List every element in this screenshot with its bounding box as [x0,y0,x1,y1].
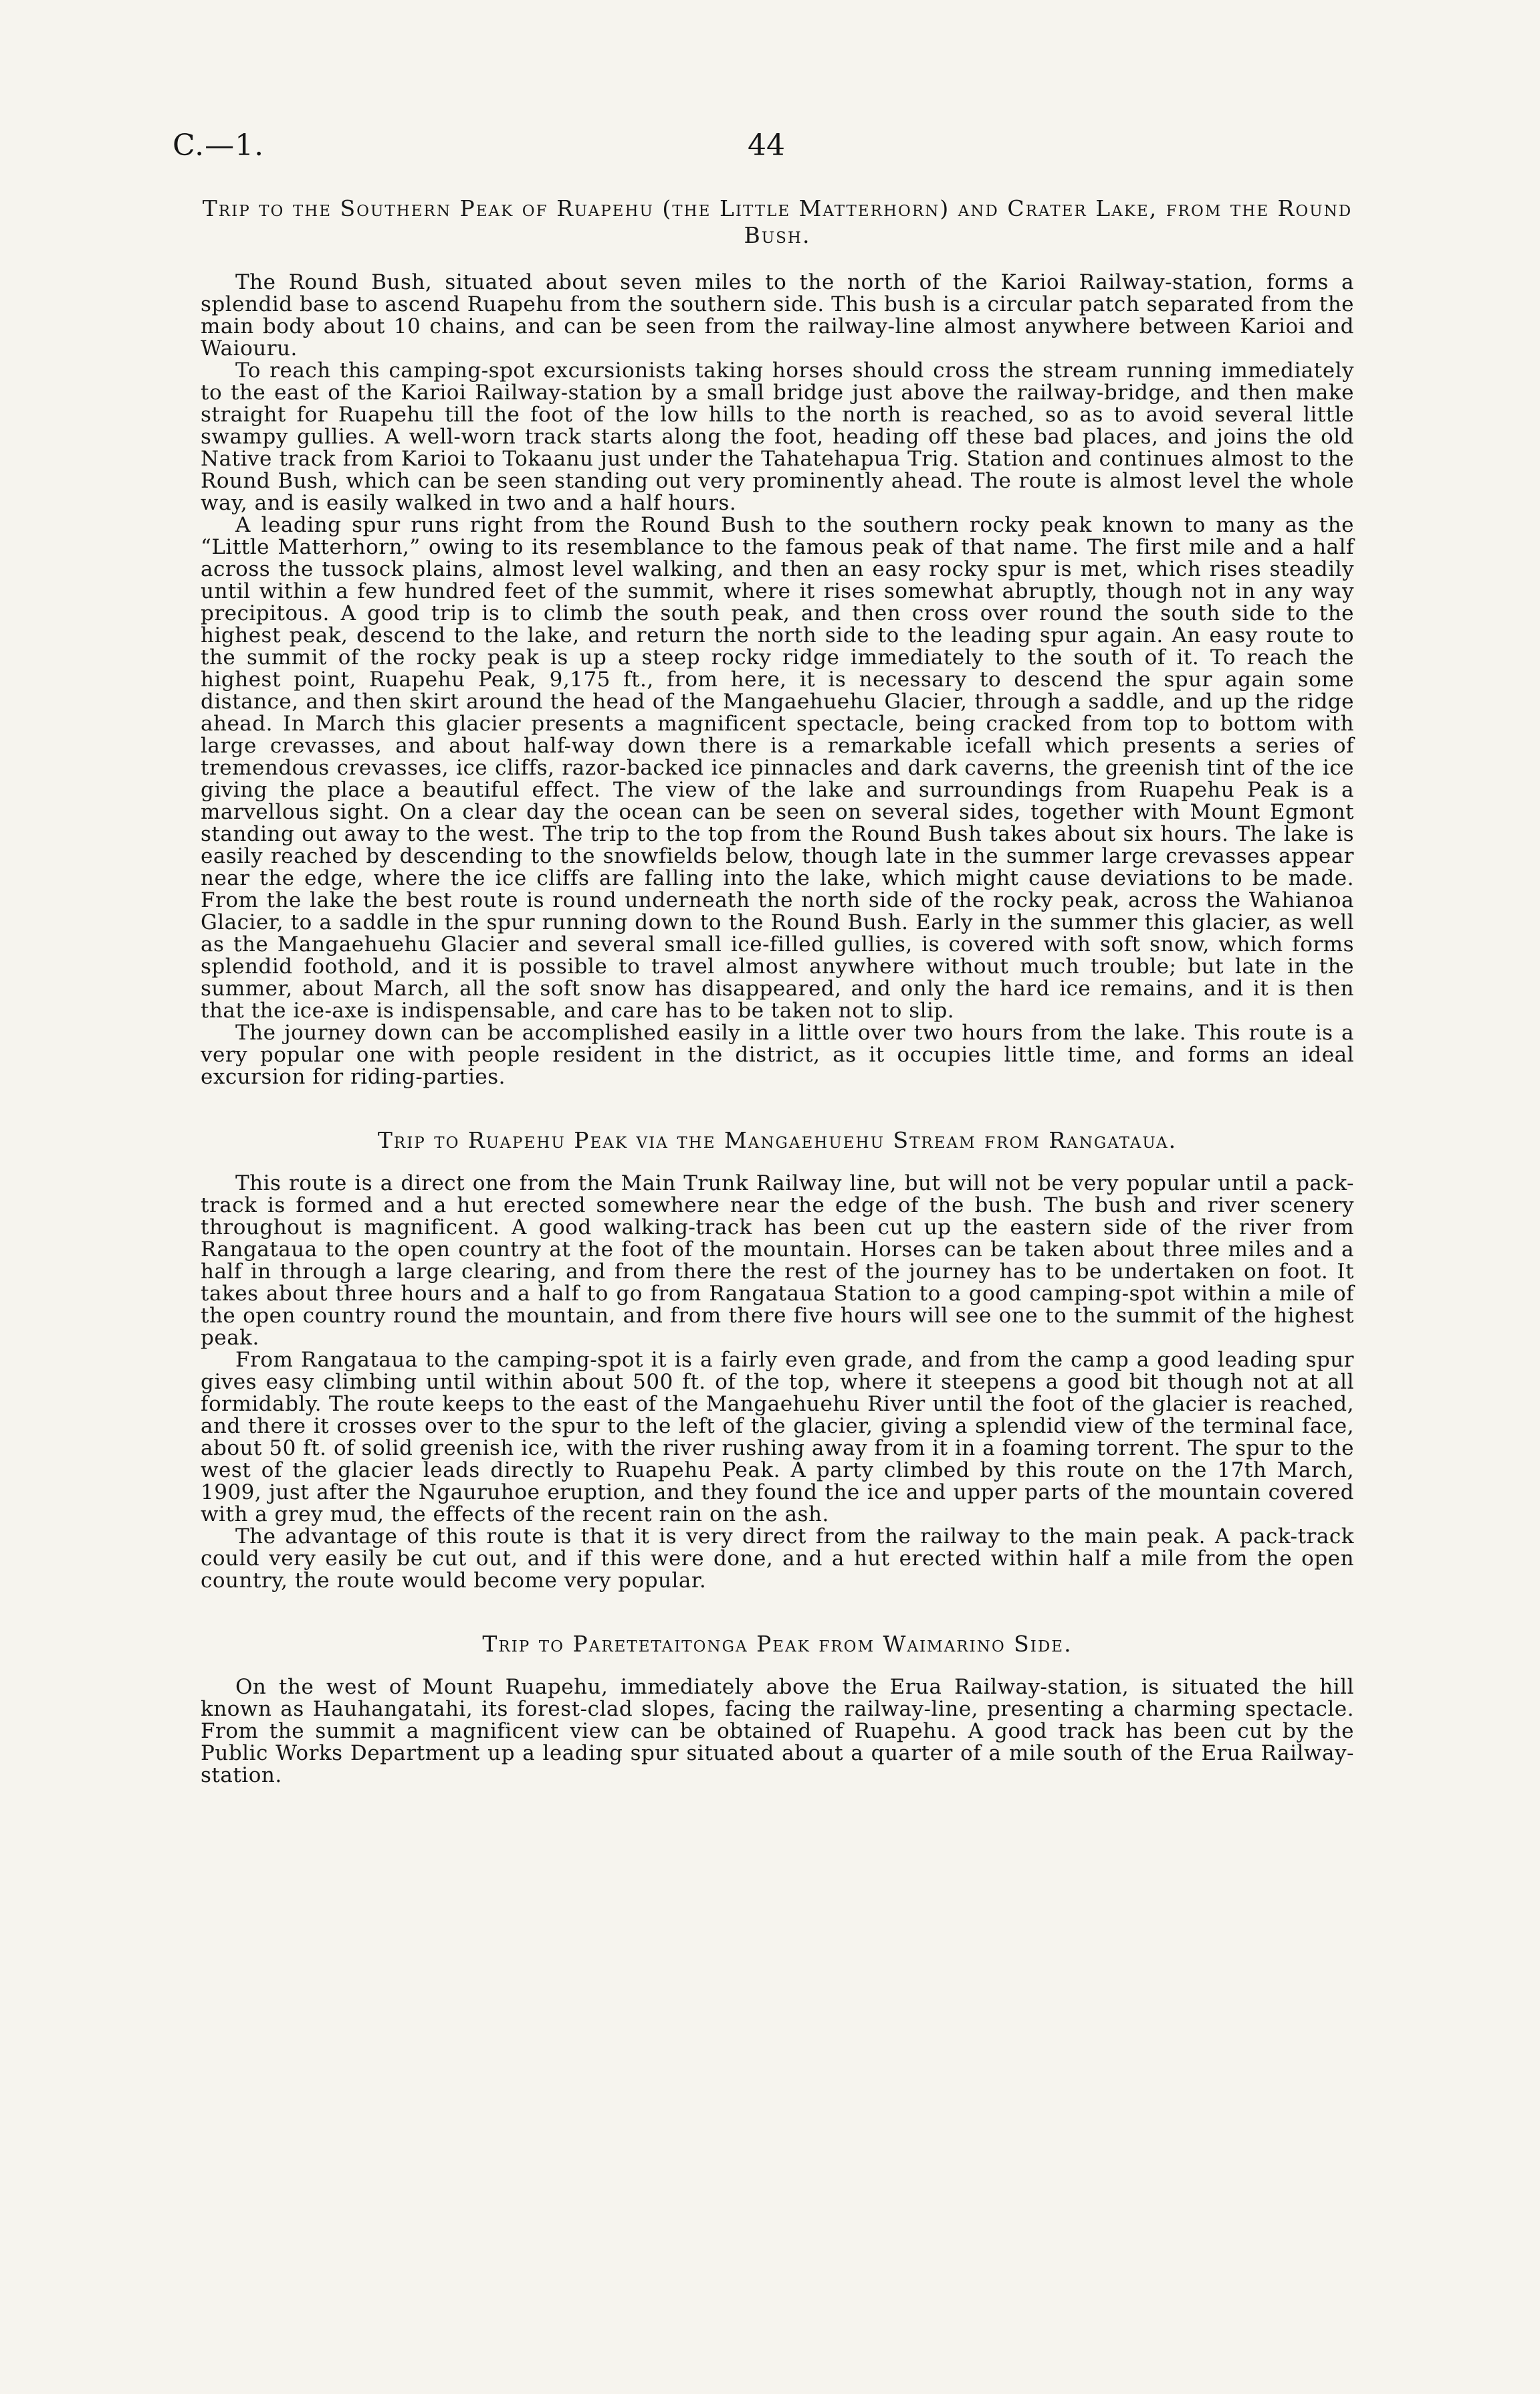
document-code: C.—1. [173,128,265,163]
section-round-bush [201,195,1354,1088]
paragraph: On the west of Mount Ruapehu, immediately above the Erua Railway-station, is situated the hill known as Hauhangatahi, its forest-clad slopes, facing the railway-line, presenting a charming spectacle. From the summit a magnificent view can be obtained of Ruapehu. A good track has been cut by the Public Works Department up a leading spur situated about a quarter of a mile south of the Erua Railway-station. [201,1675,1354,1787]
paragraph: This route is a direct one from the Main Trunk Railway line, but will not be very popular until a pack-track is formed and a hut erected somewhere near the edge of the bush. The bush and river scenery throughout is magnificent. A good walking-track has been cut up the eastern side of the river from Rangataua to the open country at the foot of the mountain. Horses can be taken about three miles and a half in through a large clearing, and from there the rest of the journey has to be undertaken on foot. It takes about three hours and a half to go from Rangataua Station to a good camping-spot within a mile of the open country round the mountain, and from there five hours will see one to the summit of the highest peak. [201,1171,1354,1350]
paragraph: The journey down can be accomplished easily in a little over two hours from the lake. This route is a very popular one with people resident in the district, as it occupies little time, and forms an ideal excursion for riding-parties. [201,1021,1354,1089]
section-paretetaitonga [201,1631,1354,1787]
paragraph: A leading spur runs right from the Round Bush to the southern rocky peak known to many as the “Little Matterhorn,” owing to its resemblance to the famous peak of that name. The first mile and a half across the tussock plains, almost level walking, and then an easy rocky spur is met, which rises steadily until within a few hundred feet of the summit, where it rises somewhat abruptly, though not in any way precipitous. A good trip is to climb the south peak, and then cross over round the south side to the highest peak, descend to the lake, and return the north side to the leading spur again. An easy route to the summit of the rocky peak is up a steep rocky ridge immediately to the south of it. To reach the highest point, Ruapehu Peak, 9,175 ft., from here, it is necessary to descend the spur again some distance, and then skirt around the head of the Mangaehuehu Glacier, through a saddle, and up the ridge ahead. In March this glacier presents a magnificent spectacle, being cracked from top to bottom with large crevasses, and about half-way down there is a remarkable icefall which presents a series of tremendous crevasses, ice cliffs, razor-backed ice pinnacles and dark caverns, the greenish tint of the ice giving the place a beautiful effect. The view of the lake and surroundings from Ruapehu Peak is a marvellous sight. On a clear day the ocean can be seen on several sides, together with Mount Egmont standing out away to the west. The trip to the top from the Round Bush takes about six hours. The lake is easily reached by descending to the snowfields below, though late in the summer large crevasses appear near the edge, where the ice cliffs are falling into the lake, which might cause deviations to be made. From the lake the best route is round underneath the north side of the rocky peak, across the Wahianoa Glacier, to a saddle in the spur running down to the Round Bush. Early in the summer this glacier, as well as the Mangaehuehu Glacier and several small ice-filled gullies, is covered with soft snow, which forms splendid foothold, and it is possible to travel almost anywhere without much trouble; but late in the summer, about March, all the soft snow has disappeared, and only the hard ice remains, and it is then that the ice-axe is indispensable, and care has to be taken not to slip. [201,513,1354,1023]
paragraph: The Round Bush, situated about seven miles to the north of the Karioi Railway-station, forms a splendid base to ascend Ruapehu from the southern side. This bush is a circular patch separated from the main body about 10 chains, and can be seen from the railway-line almost anywhere between Karioi and Waiouru. [201,270,1354,361]
page-header [173,128,1363,175]
paragraph: To reach this camping-spot excursionists taking horses should cross the stream running immediately to the east of the Karioi Railway-station by a small bridge just above the railway-bridge, and then make straight for Ruapehu till the foot of the low hills to the north is reached, so as to avoid several little swampy gullies. A well-worn track starts along the foot, heading off these bad places, and joins the old Native track from Karioi to Tokaanu just under the Tahatehapua Trig. Station and continues almost to the Round Bush, which can be seen standing out very prominently ahead. The route is almost level the whole way, and is easily walked in two and a half hours. [201,359,1354,515]
page-content [201,195,1354,1787]
paragraph: From Rangataua to the camping-spot it is a fairly even grade, and from the camp a good leading spur gives easy climbing until within about 500 ft. of the top, where it steepens a good bit though not at all formidably. The route keeps to the east of the Mangaehuehu River until the foot of the glacier is reached, and there it crosses over to the spur to the left of the glacier, giving a splendid view of the terminal face, about 50 ft. of solid greenish ice, with the river rushing away from it in a foaming torrent. The spur to the west of the glacier leads directly to Ruapehu Peak. A party climbed by this route on the 17th March, 1909, just after the Ngauruhoe eruption, and they found the ice and upper parts of the mountain covered with a grey mud, the effects of the recent rain on the ash. [201,1348,1354,1526]
section-rangataua [201,1127,1354,1592]
paragraph: The advantage of this route is that it is very direct from the railway to the main peak. A pack-track could very easily be cut out, and if this were done, and a hut erected within half a mile from the open country, the route would become very popular. [201,1524,1354,1593]
section-heading: Trip to the Southern Peak of Ruapehu (the Little Matterhorn) and Crater Lake, from the Round Bush. [202,195,1353,248]
section-heading: Trip to Ruapehu Peak via the Mangaehuehu Stream from Rangataua. [377,1127,1178,1153]
section-heading: Trip to Paretetaitonga Peak from Waimarino Side. [482,1631,1073,1657]
page-number: 44 [748,128,785,163]
